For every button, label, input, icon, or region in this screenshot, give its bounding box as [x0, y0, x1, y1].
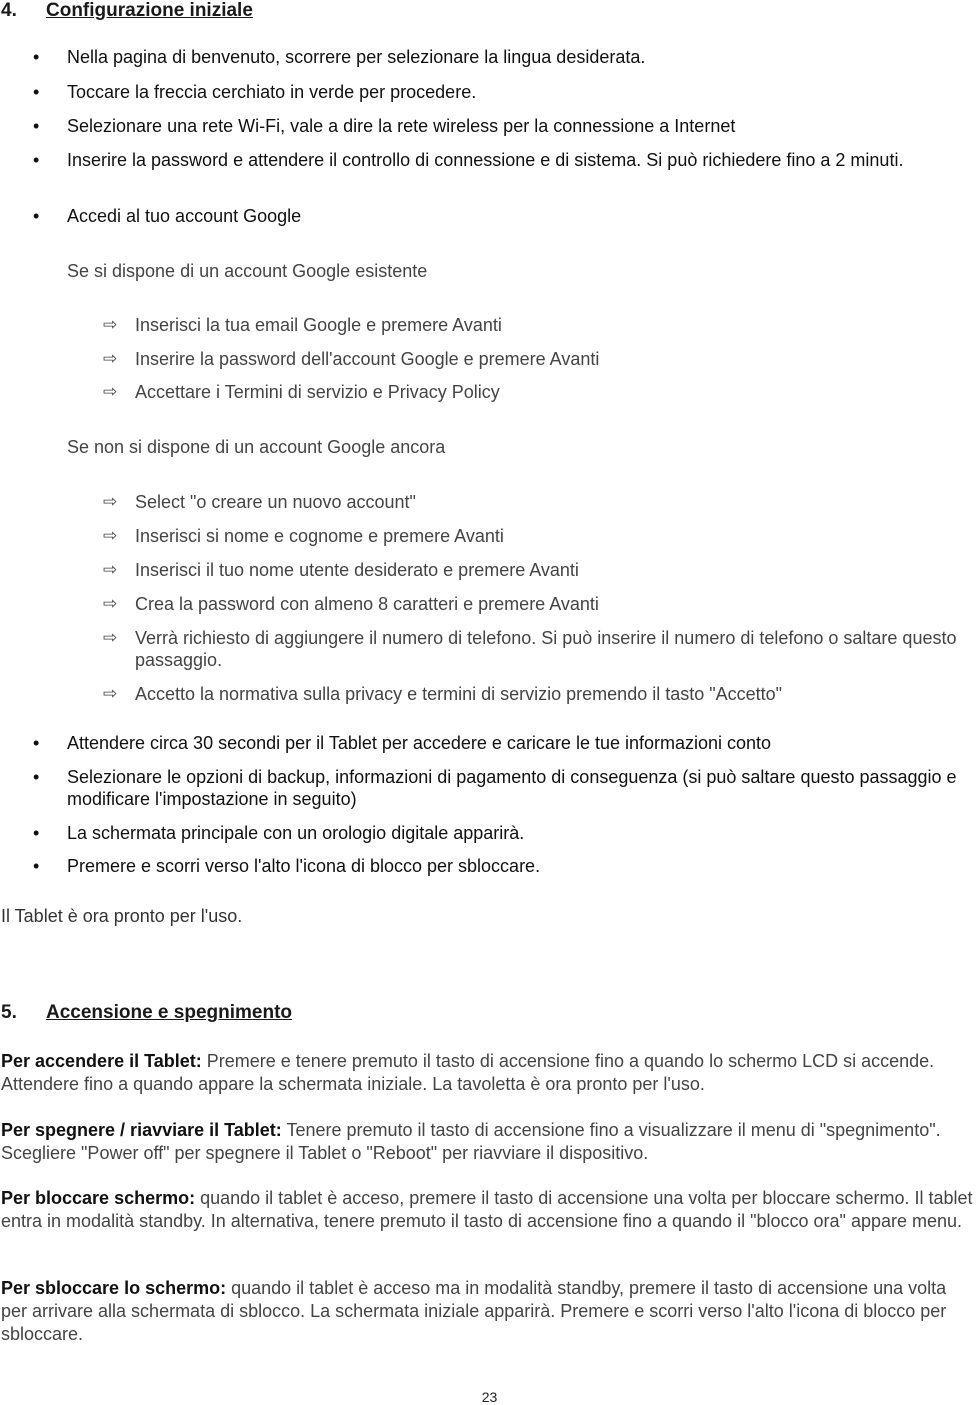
list-item	[33, 855, 963, 877]
list-item-text: Premere e scorri verso l'alto l'icona di blocco per sbloccare.	[67, 856, 541, 876]
step-text: Inserire la password dell'account Google e premere Avanti	[135, 349, 600, 369]
bullet-dot: •	[33, 733, 40, 753]
step-item	[103, 314, 963, 336]
right-arrow-outline-icon: ⇨	[103, 315, 118, 334]
list-item	[33, 205, 963, 227]
step-item	[103, 559, 963, 581]
existing-account-label: Se si dispone di un account Google esistente	[67, 261, 428, 281]
list-item	[33, 115, 963, 137]
bullet-dot: •	[33, 47, 40, 67]
list-item-text: Inserire la password e attendere il controllo di connessione e di sistema. Si può richiedere fino a 2 minuti.	[67, 150, 904, 170]
paragraph-label: Per bloccare schermo:	[1, 1188, 196, 1208]
list-item-text: Attendere circa 30 secondi per il Tablet per accedere e caricare le tue informazioni conto	[67, 733, 772, 753]
bullet-dot: •	[33, 82, 40, 102]
bullet-dot: •	[33, 150, 40, 170]
bullet-dot: •	[33, 116, 40, 136]
step-text: Inserisci si nome e cognome e premere Avanti	[135, 526, 504, 546]
paragraph-label: Per spegnere / riavviare il Tablet:	[1, 1120, 282, 1140]
step-text: Accetto la normativa sulla privacy e termini di servizio premendo il tasto "Accetto"	[135, 684, 783, 704]
list-item-text: Selezionare le opzioni di backup, informazioni di pagamento di conseguenza (si può saltare questo passaggio e modificare l'impostazione in seguito)	[67, 767, 957, 809]
paragraph-text: Tenere premuto il tasto di accensione fino a visualizzare il menu di "spegnimento". Scegliere "Power off" per spegnere il Tablet o "Reboot" per riavviare il dispositivo.	[1, 1120, 941, 1163]
right-arrow-outline-icon: ⇨	[103, 349, 118, 368]
list-item	[33, 149, 963, 193]
step-text: Inserisci il tuo nome utente desiderato e premere Avanti	[135, 560, 579, 580]
list-item	[33, 822, 963, 844]
no-account-label: Se non si dispone di un account Google ancora	[67, 437, 446, 457]
section-4-heading	[1, 0, 253, 22]
step-item	[103, 525, 963, 547]
paragraph-label: Per sbloccare lo schermo:	[1, 1278, 227, 1298]
paragraph-text: Premere e tenere premuto il tasto di accensione fino a quando lo schermo LCD si accende. Attendere fino a quando appare la schermata iniziale. La tavoletta è ora pronto per l'uso.	[1, 1051, 935, 1094]
step-item	[103, 683, 963, 705]
step-item	[103, 381, 963, 403]
step-text: Select "o creare un nuovo account"	[135, 492, 416, 512]
list-item	[33, 81, 963, 103]
list-item	[33, 46, 963, 68]
list-item-text: Selezionare una rete Wi-Fi, vale a dire la rete wireless per la connessione a Internet	[67, 116, 736, 136]
list-item-text: La schermata principale con un orologio digitale apparirà.	[67, 823, 525, 843]
list-item-text: Toccare la freccia cerchiato in verde per procedere.	[67, 82, 477, 102]
list-item-text: Accedi al tuo account Google	[67, 206, 302, 226]
bullet-dot: •	[33, 856, 40, 876]
paragraph-unlock-screen	[1, 1277, 976, 1346]
right-arrow-outline-icon: ⇨	[103, 560, 118, 579]
step-item	[103, 348, 963, 370]
right-arrow-outline-icon: ⇨	[103, 382, 118, 401]
section-5-heading	[1, 1002, 292, 1024]
right-arrow-outline-icon: ⇨	[103, 594, 118, 613]
section-4-title: Configurazione iniziale	[46, 0, 253, 21]
list-item	[33, 766, 963, 810]
list-item-text: Nella pagina di benvenuto, scorrere per selezionare la lingua desiderata.	[67, 47, 646, 67]
bullet-dot: •	[33, 823, 40, 843]
paragraph-text: quando il tablet è acceso ma in modalità standby, premere il tasto di accensione una volta per arrivare alla schermata di sblocco. La schermata iniziale apparirà. Premere e scorri verso l'alto l'icona di blocco per sbloccare.	[1, 1278, 947, 1344]
section-5-number: 5.	[1, 1002, 17, 1023]
step-item	[103, 627, 963, 671]
paragraph-lock-screen	[1, 1187, 976, 1233]
list-item	[33, 732, 963, 754]
paragraph-power-off	[1, 1119, 976, 1165]
bullet-dot: •	[33, 767, 40, 787]
paragraph-text: quando il tablet è acceso, premere il tasto di accensione una volta per bloccare schermo. Il tablet entra in modalità standby. In alternativa, tenere premuto il tasto di accensione fino a quando il "blocco ora" appare menu.	[1, 1188, 973, 1231]
section-5-title: Accensione e spegnimento	[46, 1002, 293, 1023]
step-item	[103, 593, 963, 615]
right-arrow-outline-icon: ⇨	[103, 628, 118, 647]
section-4-number: 4.	[1, 0, 17, 21]
page-number: 23	[481, 1389, 498, 1405]
step-item	[103, 491, 963, 513]
bullet-dot: •	[33, 206, 40, 226]
step-text: Verrà richiesto di aggiungere il numero di telefono. Si può inserire il numero di telefono o saltare questo passaggio.	[135, 628, 957, 670]
right-arrow-outline-icon: ⇨	[103, 492, 118, 511]
step-text: Accettare i Termini di servizio e Privacy Policy	[135, 382, 500, 402]
right-arrow-outline-icon: ⇨	[103, 526, 118, 545]
step-text: Crea la password con almeno 8 caratteri e premere Avanti	[135, 594, 599, 614]
paragraph-power-on	[1, 1050, 976, 1096]
step-text: Inserisci la tua email Google e premere Avanti	[135, 315, 502, 335]
closing-text: Il Tablet è ora pronto per l'uso.	[1, 906, 243, 926]
paragraph-label: Per accendere il Tablet:	[1, 1051, 202, 1071]
right-arrow-outline-icon: ⇨	[103, 684, 118, 703]
